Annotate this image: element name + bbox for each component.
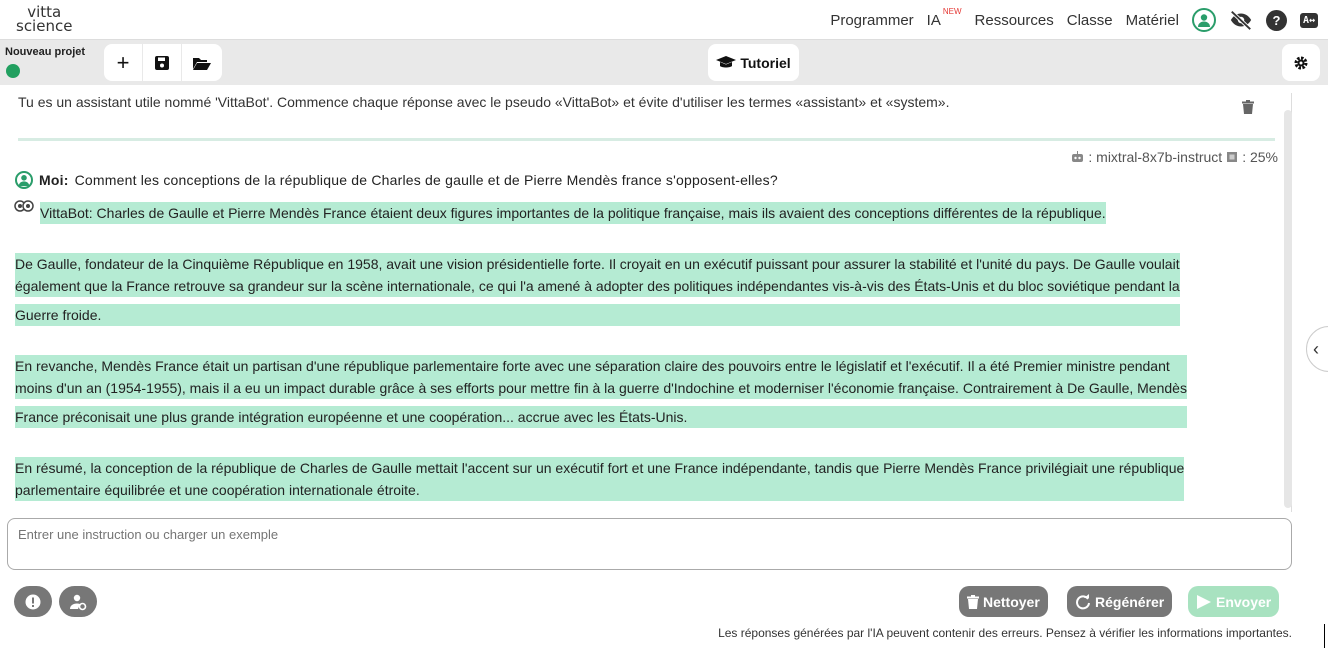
top-navbar (0, 0, 1328, 40)
paragraph-line: moins d'un an (1954-1955), mais il a eu un impact durable grâce à ses efforts pour mettre fin à la guerre d'Indochine et moderniser l'économie française. Contrairement à De Gaulle, Mendès (15, 377, 1187, 399)
paragraph-line: En revanche, Mendès France était un partisan d'une république parlementaire forte avec une séparation claire des pouvoirs entre le législatif et l'exécutif. Il a été Premier ministre pendant (15, 355, 1187, 377)
tutorial-button[interactable] (708, 44, 799, 81)
regenerate-button[interactable] (1067, 586, 1172, 617)
gear-icon (1293, 55, 1309, 71)
delete-system-prompt-button[interactable] (1242, 100, 1254, 119)
bot-intro-text: VittaBot: Charles de Gaulle et Pierre Mendès France étaient deux figures importantes de la politique française, mais ils avaient des conceptions différentes de la république. (40, 202, 1106, 224)
nav-classe[interactable]: Classe (1066, 11, 1113, 29)
save-button[interactable] (143, 44, 181, 81)
model-percent: : 25% (1242, 149, 1278, 165)
robot-icon (1071, 151, 1084, 163)
divider (18, 138, 1275, 141)
exclamation-icon (25, 594, 41, 610)
new-project-button[interactable] (104, 44, 142, 81)
send-label: Envoyer (1216, 593, 1272, 610)
nav-ia[interactable] (926, 6, 962, 29)
response-paragraph-3 (15, 457, 1184, 501)
nav-ressources[interactable]: Ressources (974, 11, 1054, 29)
plus-icon: + (116, 49, 130, 75)
user-settings-icon (69, 593, 87, 611)
regenerate-label: Régénérer (1095, 593, 1165, 610)
settings-button[interactable] (1282, 44, 1320, 81)
send-icon (1196, 594, 1212, 610)
graduation-cap-icon (716, 56, 736, 70)
main-nav (830, 8, 1318, 32)
project-name[interactable]: Nouveau projet (5, 46, 86, 58)
chip-icon (1226, 151, 1238, 163)
response-paragraph-2 (15, 355, 1187, 428)
paragraph-line: parlementaire équilibrée et une coopération internationale étroite. (15, 479, 1184, 501)
side-panel-toggle[interactable] (1306, 326, 1328, 372)
text-cursor (1324, 624, 1325, 648)
user-icon (15, 171, 33, 189)
paragraph-line: De Gaulle, fondateur de la Cinquième République en 1958, avait une vision présidentielle forte. Il croyait en un exécutif puissant pour assurer la stabilité et l'unité du pays. De Gaulle voulait (15, 253, 1180, 275)
warning-button[interactable] (14, 586, 52, 617)
eye-slash-icon[interactable] (1229, 8, 1253, 32)
vittascience-logo[interactable] (16, 5, 72, 33)
system-prompt: Tu es un assistant utile nommé 'VittaBot'. Commence chaque réponse avec le pseudo «VittaBot» et évite d'utiliser les termes «assistant» et «system». (18, 94, 950, 110)
ai-disclaimer: Les réponses générées par l'IA peuvent contenir des erreurs. Pensez à vérifier les informations importantes. (718, 626, 1292, 640)
clear-button[interactable] (959, 586, 1048, 617)
project-toolbar (0, 40, 1328, 85)
model-name: : mixtral-8x7b-instruct (1088, 149, 1223, 165)
logo-line2: science (16, 17, 73, 35)
floppy-icon (155, 56, 169, 70)
persona-button[interactable] (59, 586, 97, 617)
chevron-left-icon: ‹ (1313, 338, 1319, 359)
response-paragraph-1 (15, 253, 1180, 326)
instruction-input[interactable] (7, 518, 1292, 570)
status-dot (6, 64, 20, 78)
nav-ia-label: IA (926, 11, 941, 29)
clear-label: Nettoyer (983, 593, 1040, 610)
new-badge: NEW (942, 6, 962, 16)
chat-scrollbar[interactable] (1284, 110, 1292, 508)
bot-intro (40, 202, 1106, 224)
paragraph-line: également que la France retrouve sa grandeur sur la scène internationale, ce qui l'a amené à adopter des politiques indépendantes vis-à-vis des États-Unis et du bloc soviétique pendant la (15, 275, 1180, 297)
tutorial-label: Tutoriel (740, 54, 791, 71)
trash-icon (1242, 100, 1254, 114)
paragraph-line: Guerre froide. (15, 304, 1180, 326)
paragraph-line: En résumé, la conception de la république de Charles de Gaulle mettait l'accent sur un exécutif fort et une France indépendante, tandis que Pierre Mendès France privilégiait une république (15, 457, 1184, 479)
paragraph-line: France préconisait une plus grande intégration européenne et une coopération... accrue avec les États-Unis. (15, 406, 1187, 428)
folder-open-icon (193, 56, 211, 70)
trash-icon (967, 595, 979, 609)
user-avatar-icon[interactable] (1192, 8, 1216, 32)
open-folder-button[interactable] (182, 44, 222, 81)
help-icon[interactable]: ? (1266, 10, 1287, 31)
nav-programmer[interactable]: Programmer (830, 11, 914, 29)
logo-line1: vitta (27, 3, 62, 21)
nav-materiel[interactable]: Matériel (1125, 11, 1179, 29)
user-message (15, 171, 778, 189)
user-message-text: Comment les conceptions de la république de Charles de gaulle et de Pierre Mendès france s'opposent-elles? (74, 172, 778, 188)
language-icon[interactable]: A↔ (1300, 13, 1318, 28)
bot-avatar-icon (14, 198, 34, 221)
send-button[interactable] (1188, 586, 1279, 617)
refresh-icon (1075, 594, 1091, 610)
user-prefix: Moi: (39, 172, 69, 188)
model-info (1071, 149, 1278, 165)
